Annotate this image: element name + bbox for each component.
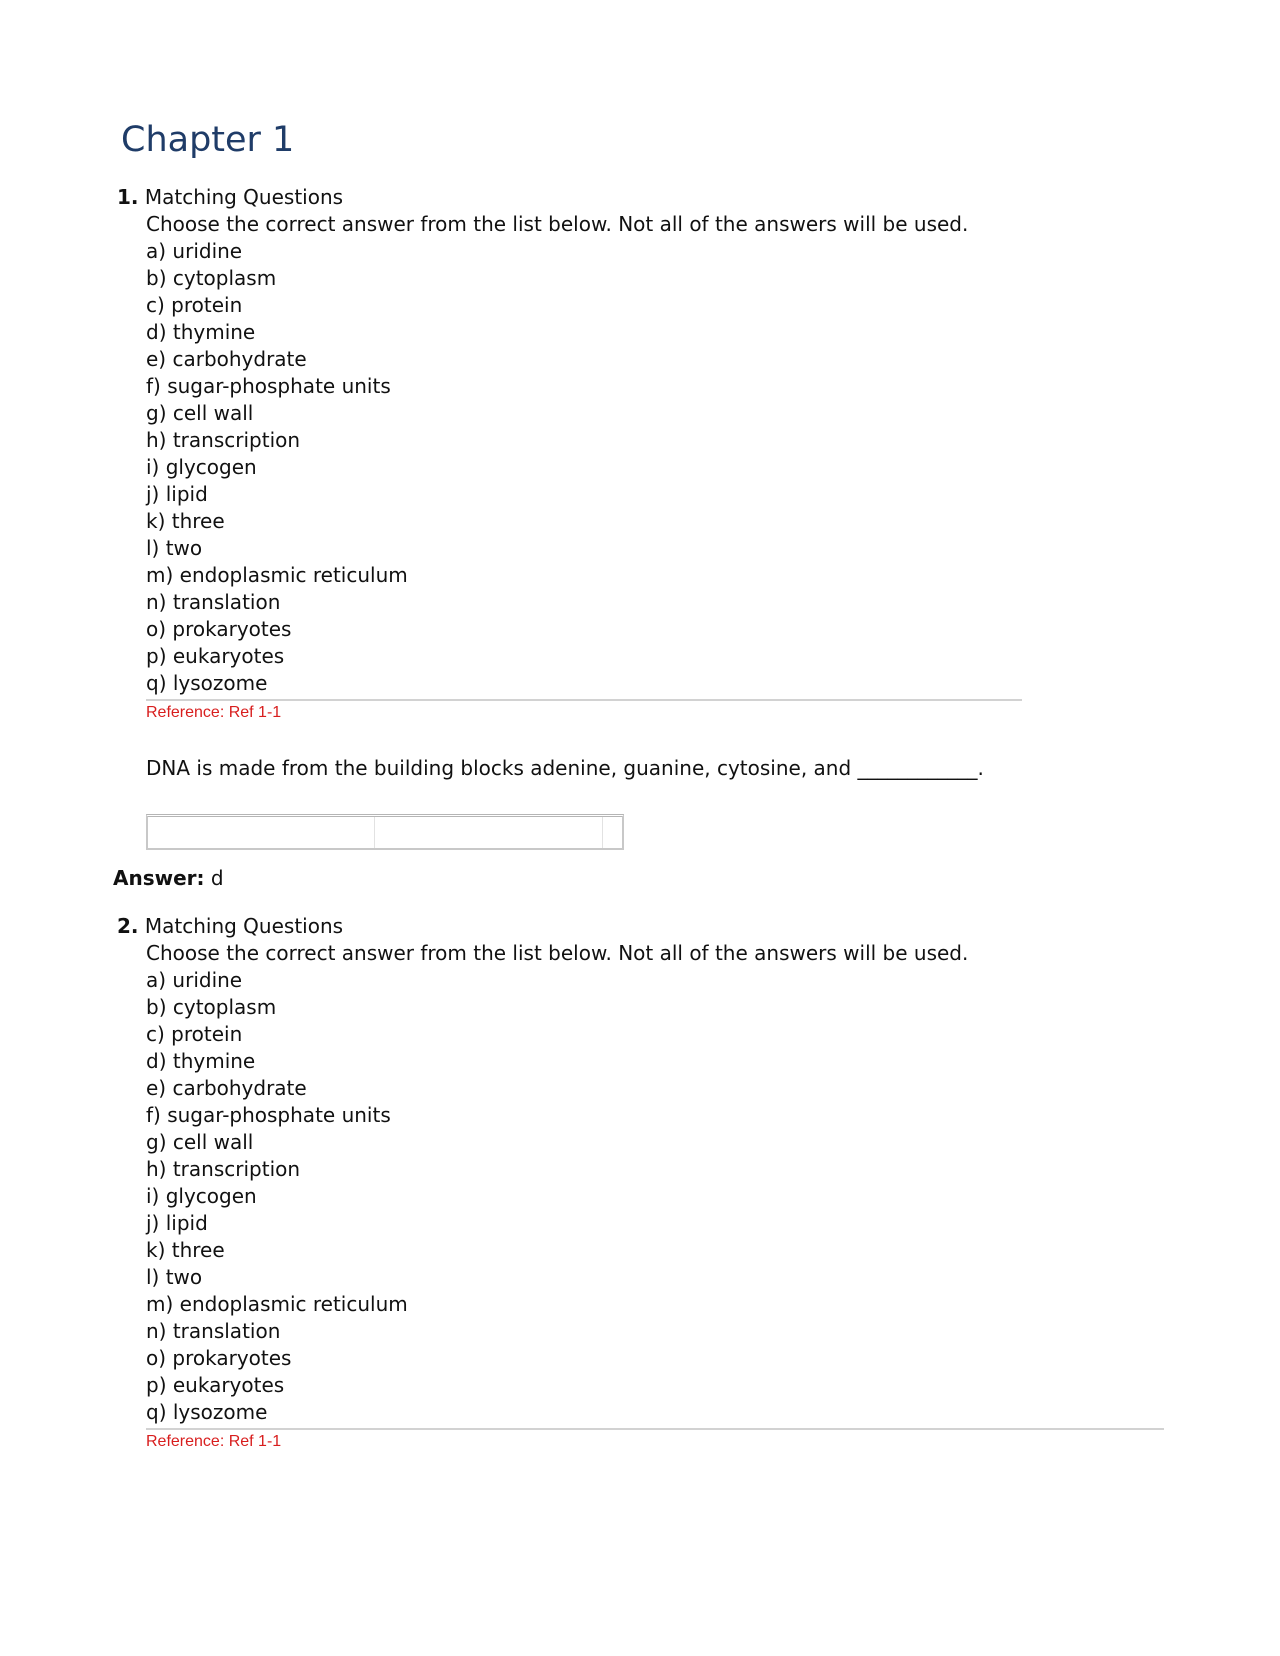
question-2 xyxy=(117,913,1177,1452)
answer-option: q) lysozome xyxy=(146,1400,268,1424)
answer-option: j) lipid xyxy=(146,1211,208,1235)
answer-options-list xyxy=(146,967,1177,1426)
answer-option: j) lipid xyxy=(146,482,208,506)
answer-option: l) two xyxy=(146,536,203,560)
chapter-title: Chapter 1 xyxy=(121,120,295,160)
answer-option: a) uridine xyxy=(146,968,243,992)
divider xyxy=(146,1428,1164,1430)
question-body xyxy=(146,940,1177,1452)
answer-option: f) sugar-phosphate units xyxy=(146,1103,391,1127)
question-body xyxy=(146,211,1177,850)
answer-option: p) eukaryotes xyxy=(146,644,285,668)
answer-option: p) eukaryotes xyxy=(146,1373,285,1397)
answer-option: c) protein xyxy=(146,1022,243,1046)
box-divider xyxy=(602,817,603,848)
question-number: 1. xyxy=(117,185,139,209)
answer-option: e) carbohydrate xyxy=(146,347,307,371)
question-instructions: Choose the correct answer from the list below. Not all of the answers will be used. xyxy=(146,212,969,236)
answer-option: n) translation xyxy=(146,1319,281,1343)
answer-input-box[interactable] xyxy=(146,814,624,850)
question-number: 2. xyxy=(117,914,139,938)
question-header xyxy=(117,184,1177,211)
answer-option: g) cell wall xyxy=(146,401,254,425)
question-header xyxy=(117,913,1177,940)
answer-option: h) transcription xyxy=(146,428,301,452)
answer-option: d) thymine xyxy=(146,320,256,344)
answer-option: a) uridine xyxy=(146,239,243,263)
question-1 xyxy=(117,184,1177,850)
answer-option: e) carbohydrate xyxy=(146,1076,307,1100)
answer-option: m) endoplasmic reticulum xyxy=(146,563,408,587)
answer-option: f) sugar-phosphate units xyxy=(146,374,391,398)
answer-option: o) prokaryotes xyxy=(146,1346,292,1370)
answer-option: n) translation xyxy=(146,590,281,614)
answer-label: Answer: xyxy=(113,866,205,890)
question-stem: DNA is made from the building blocks adenine, guanine, cytosine, and ____________. xyxy=(146,756,984,780)
answer-option: d) thymine xyxy=(146,1049,256,1073)
answer-option: o) prokaryotes xyxy=(146,617,292,641)
answer-option: i) glycogen xyxy=(146,455,257,479)
answer-option: c) protein xyxy=(146,293,243,317)
answer-option: m) endoplasmic reticulum xyxy=(146,1292,408,1316)
answer-option: k) three xyxy=(146,509,225,533)
answer-option: g) cell wall xyxy=(146,1130,254,1154)
answer-option: k) three xyxy=(146,1238,225,1262)
question-instructions: Choose the correct answer from the list below. Not all of the answers will be used. xyxy=(146,941,969,965)
answer-option: l) two xyxy=(146,1265,203,1289)
divider xyxy=(146,699,1022,701)
answer-options-list xyxy=(146,238,1177,697)
answer-option: i) glycogen xyxy=(146,1184,257,1208)
reference-text: Reference: Ref 1-1 xyxy=(146,1433,282,1450)
answer-option: h) transcription xyxy=(146,1157,301,1181)
question-type: Matching Questions xyxy=(144,185,344,209)
answer-value: d xyxy=(210,866,224,890)
reference-text: Reference: Ref 1-1 xyxy=(146,704,282,721)
box-divider xyxy=(374,817,375,848)
answer-option: b) cytoplasm xyxy=(146,266,277,290)
answer-option: q) lysozome xyxy=(146,671,268,695)
question-type: Matching Questions xyxy=(144,914,344,938)
answer-option: b) cytoplasm xyxy=(146,995,277,1019)
answer-line xyxy=(113,865,224,892)
